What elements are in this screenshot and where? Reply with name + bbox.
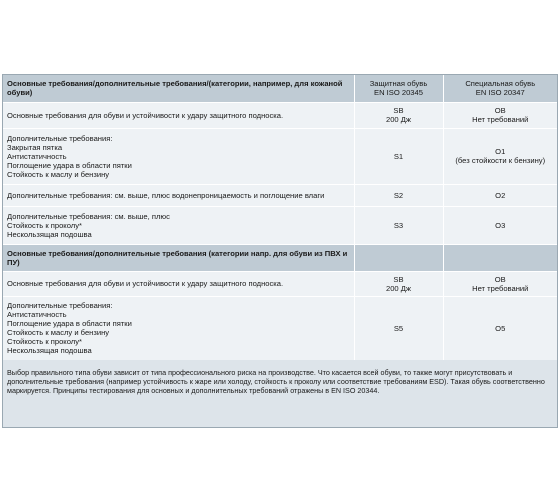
row-occupational-value: O3 [443, 206, 557, 244]
row-safety-value: S2 [354, 184, 443, 206]
row-safety-value: SB 200 Дж [354, 271, 443, 296]
footwear-requirements-table [3, 75, 557, 360]
row-label: Дополнительные требования: см. выше, плюс водонепроницаемость и поглощение влаги [3, 184, 354, 206]
row-label: Дополнительные требования: Закрытая пятка Антистатичность Поглощение удара в области пятки Стойкость к маслу и бензину [3, 128, 354, 184]
row-occupational-value: O1 (без стойкости к бензину) [443, 128, 557, 184]
table-row [3, 296, 557, 360]
header-title: Основные требования/дополнительные требования (категории напр. для обуви из ПВХ и ПУ) [3, 244, 354, 271]
table-header-leather [3, 75, 557, 102]
table-row [3, 271, 557, 296]
row-occupational-value: OB Нет требований [443, 271, 557, 296]
table-row [3, 206, 557, 244]
table-header-pvc [3, 244, 557, 271]
table-row [3, 184, 557, 206]
row-occupational-value: O2 [443, 184, 557, 206]
table-row [3, 128, 557, 184]
header-empty [443, 244, 557, 271]
row-occupational-value: O5 [443, 296, 557, 360]
row-occupational-value: OB Нет требований [443, 102, 557, 128]
row-label: Дополнительные требования: см. выше, плюс Стойкость к проколу* Нескользящая подошва [3, 206, 354, 244]
header-empty [354, 244, 443, 271]
row-safety-value: SB 200 Дж [354, 102, 443, 128]
header-title: Основные требования/дополнительные требования/(категории, например, для кожаной обуви) [3, 75, 354, 102]
row-safety-value: S1 [354, 128, 443, 184]
row-safety-value: S5 [354, 296, 443, 360]
row-label: Основные требования для обуви и устойчивости к удару защитного подноска. [3, 271, 354, 296]
row-label: Дополнительные требования: Антистатичность Поглощение удара в области пятки Стойкость к маслу и бензину Стойкость к проколу* Нескользящая подошва [3, 296, 354, 360]
footnote-text: Выбор правильного типа обуви зависит от типа профессионального риска на производстве. Что касается всей обуви, то также могут присутствовать и дополнительные требования (например устойчивость к жаре или холоду, стойкость к проколу или соответствие требованиям ESD). Такая обувь соответственно маркируется. Принципы тестирования для основных и дополнительных требований отражены в EN ISO 20344. [7, 368, 545, 396]
table-row [3, 102, 557, 128]
row-safety-value: S3 [354, 206, 443, 244]
header-occupational-footwear: Специальная обувь EN ISO 20347 [443, 75, 557, 102]
requirements-panel [2, 74, 558, 428]
header-safety-footwear: Защитная обувь EN ISO 20345 [354, 75, 443, 102]
row-label: Основные требования для обуви и устойчивости к удару защитного подноска. [3, 102, 354, 128]
